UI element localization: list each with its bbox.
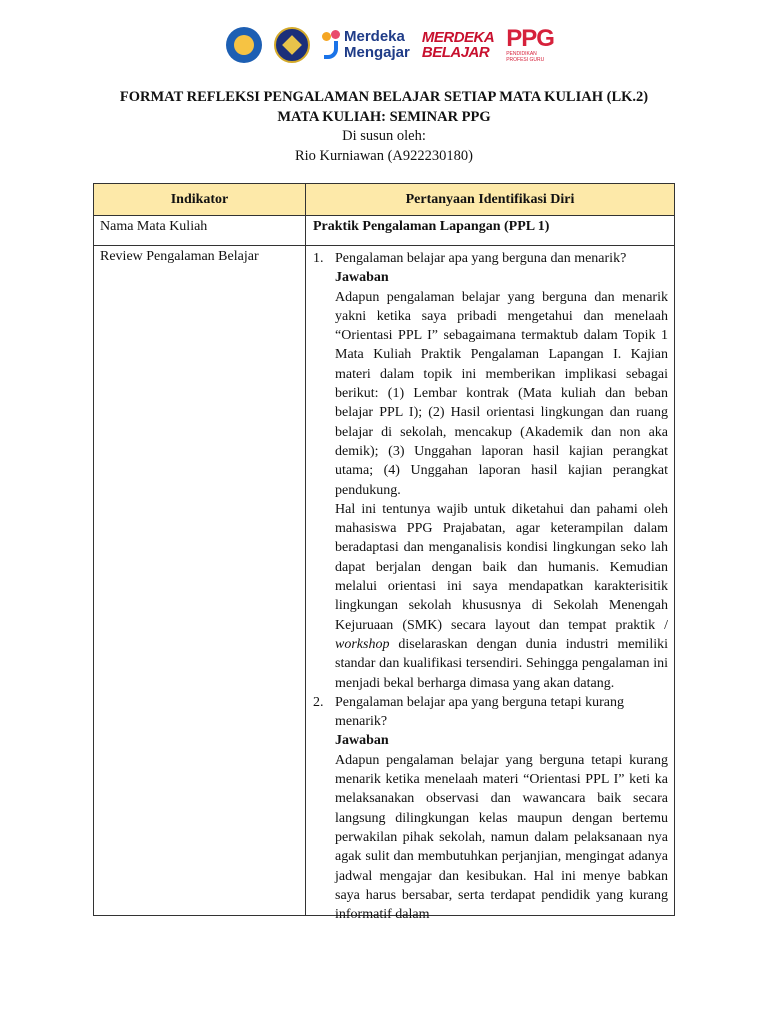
merdeka-mengajar-line2: Mengajar [344, 44, 410, 61]
answer-paragraph: Adapun pengalaman belajar yang berguna tetapi kurang menarik ketika menelaah materi “Orientasi PPL I” keti ka melaksanakan observasi dan wawancara baik secara langsung dilingkungan kelas maupun dengan bertemu perwakilan pihak sekolah, namun dalam pelaksanaan nya agak sulit dan membutuhkan perjanjian, mengingat adanya jadwal mengajar dan kesibukan. Hal ini menye babkan saya harus bersabar, serta terdapat pendidik yang kurang informatif dalam [335, 752, 668, 923]
answer-text: diselaraskan dengan dunia industri memiliki standar dan kualifikasi tersendiri. Sehingga pengalaman ini menjadi bekal berharga dimasa yang akan datang. [335, 636, 668, 691]
merdeka-mengajar-icon [322, 30, 340, 60]
ppg-mark: PPG [506, 25, 554, 52]
header-logos [226, 24, 554, 66]
answer-paragraph: Adapun pengalaman belajar yang berguna dan menarik yakni ketika saya pribadi mengetahui dan menelaah “Orientasi PPL I” sebagaimana termaktub dalam Topik 1 Mata Kuliah Praktik Pengalaman Lapangan I. Kajian materi dalam topik ini memberikan implikasi sebagai berikut: (1) Lembar kontrak (Mata kuliah dan beban belajar PPL I); (2) Hasil orientasi lingkungan dan ruang belajar di sekolah, mencakup (Akademik dan non aka demik); (3) Unggahan laporan hasil kajian perangkat utama; (4) Unggahan laporan hasil kajian perangkat pendukung. [335, 289, 668, 498]
author-name: Rio Kurniawan (A922230180) [294, 147, 473, 164]
answer-paragraph [335, 500, 668, 693]
merdeka-belajar-line1: MERDEKA [421, 29, 495, 46]
merdeka-mengajar-logo [322, 29, 410, 61]
course-name-value: Praktik Pengalaman Lapangan (PPL 1) [306, 216, 675, 246]
row-indicator: Review Pengalaman Belajar [94, 246, 306, 916]
course-title: MATA KULIAH: SEMINAR PPG [277, 108, 491, 125]
answer-label: Jawaban [335, 733, 389, 749]
question-text: Pengalaman belajar apa yang berguna tetapi kurang menarik? [335, 694, 624, 730]
row-indicator: Nama Mata Kuliah [94, 216, 306, 246]
header-indikator: Indikator [94, 184, 306, 216]
answer-italic-term: workshop [335, 636, 390, 652]
question-number: 1. [313, 251, 324, 266]
question-number: 2. [313, 694, 324, 710]
document-title-block [0, 88, 768, 166]
merdeka-belajar-line2: BELAJAR [421, 44, 490, 61]
compiled-by-label: Di susun oleh: [342, 128, 426, 144]
merdeka-mengajar-line1: Merdeka [344, 28, 405, 45]
table-row [94, 246, 675, 916]
review-answers-cell [306, 246, 675, 923]
ppg-subtitle: PENDIDIKAN PROFESI GURU [506, 51, 545, 63]
question-item [313, 249, 668, 693]
university-seal-icon [274, 27, 310, 63]
table-header-row [94, 184, 675, 216]
question-item [313, 693, 668, 925]
kemdikbud-logo-icon [226, 27, 262, 63]
table-row [94, 216, 675, 246]
header-pertanyaan: Pertanyaan Identifikasi Diri [306, 184, 675, 216]
reflection-table [93, 183, 675, 923]
ppg-logo [506, 27, 554, 63]
document-title: FORMAT REFLEKSI PENGALAMAN BELAJAR SETIAP MATA KULIAH (LK.2) [119, 89, 649, 105]
answer-label: Jawaban [335, 270, 389, 286]
answer-text: Hal ini tentunya wajib untuk diketahui dan pahami oleh mahasiswa PPG Prajabatan, agar keterampilan dalam beradaptasi dan menganalisis kondisi lingkungan seko lah dapat berjalan dengan baik dan humanis. Kemudian melalui orientasi ini saya mendapatkan karakterisitik lingkungan sekolah khususnya di Sekolah Menengah Kejuruaan (SMK) secara layout dan tempat praktik / [335, 501, 668, 633]
merdeka-belajar-logo [422, 30, 494, 60]
question-text: Pengalaman belajar apa yang berguna dan menarik? [335, 251, 627, 266]
